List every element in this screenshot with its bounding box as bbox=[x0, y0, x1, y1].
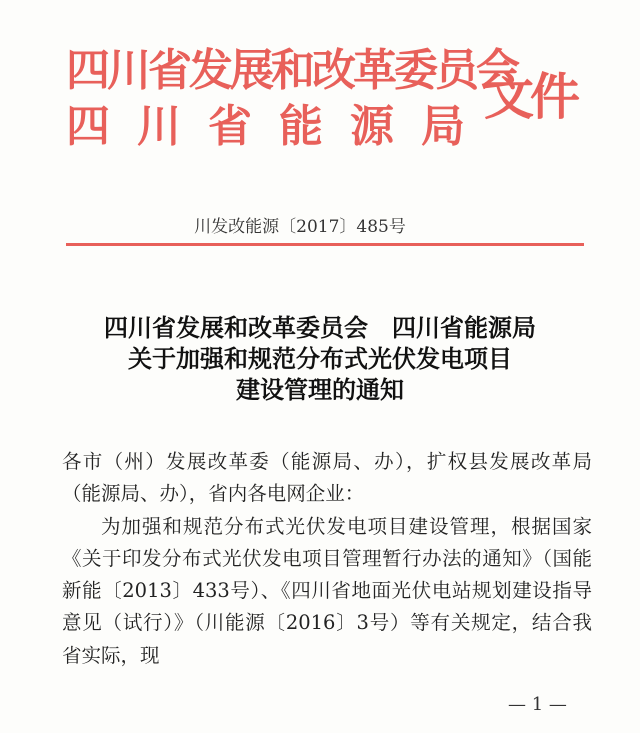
document-type-label: 文件 bbox=[484, 68, 576, 126]
issuer-name-line1: 四川省发展和改革委员会 bbox=[66, 45, 517, 96]
title-line-3: 建设管理的通知 bbox=[236, 375, 404, 404]
paragraph: 为加强和规范分布式光伏发电项目建设管理，根据国家《关于印发分布式光伏发电项目管理暂行办法的通知》（国能新能〔2013〕433号）、《四川省地面光伏电站规划建设指导意见（试行）》（川能源〔2016〕3号）等有关规定，结合我省实际，现 bbox=[62, 514, 592, 667]
document-number: 川发改能源〔2017〕485号 bbox=[194, 217, 406, 237]
addressee: 各市（州）发展改革委（能源局、办），扩权县发展改革局（能源局、办），省内各电网企业： bbox=[62, 450, 592, 506]
title-line-2: 关于加强和规范分布式光伏发电项目 bbox=[128, 344, 512, 373]
page-number: — 1 — bbox=[508, 694, 567, 715]
document-body bbox=[62, 446, 592, 672]
issuer-name-line2: 四川省能源局 bbox=[66, 101, 492, 152]
title-line-1: 四川省发展和改革委员会 四川省能源局 bbox=[104, 313, 536, 342]
red-divider bbox=[66, 243, 584, 246]
